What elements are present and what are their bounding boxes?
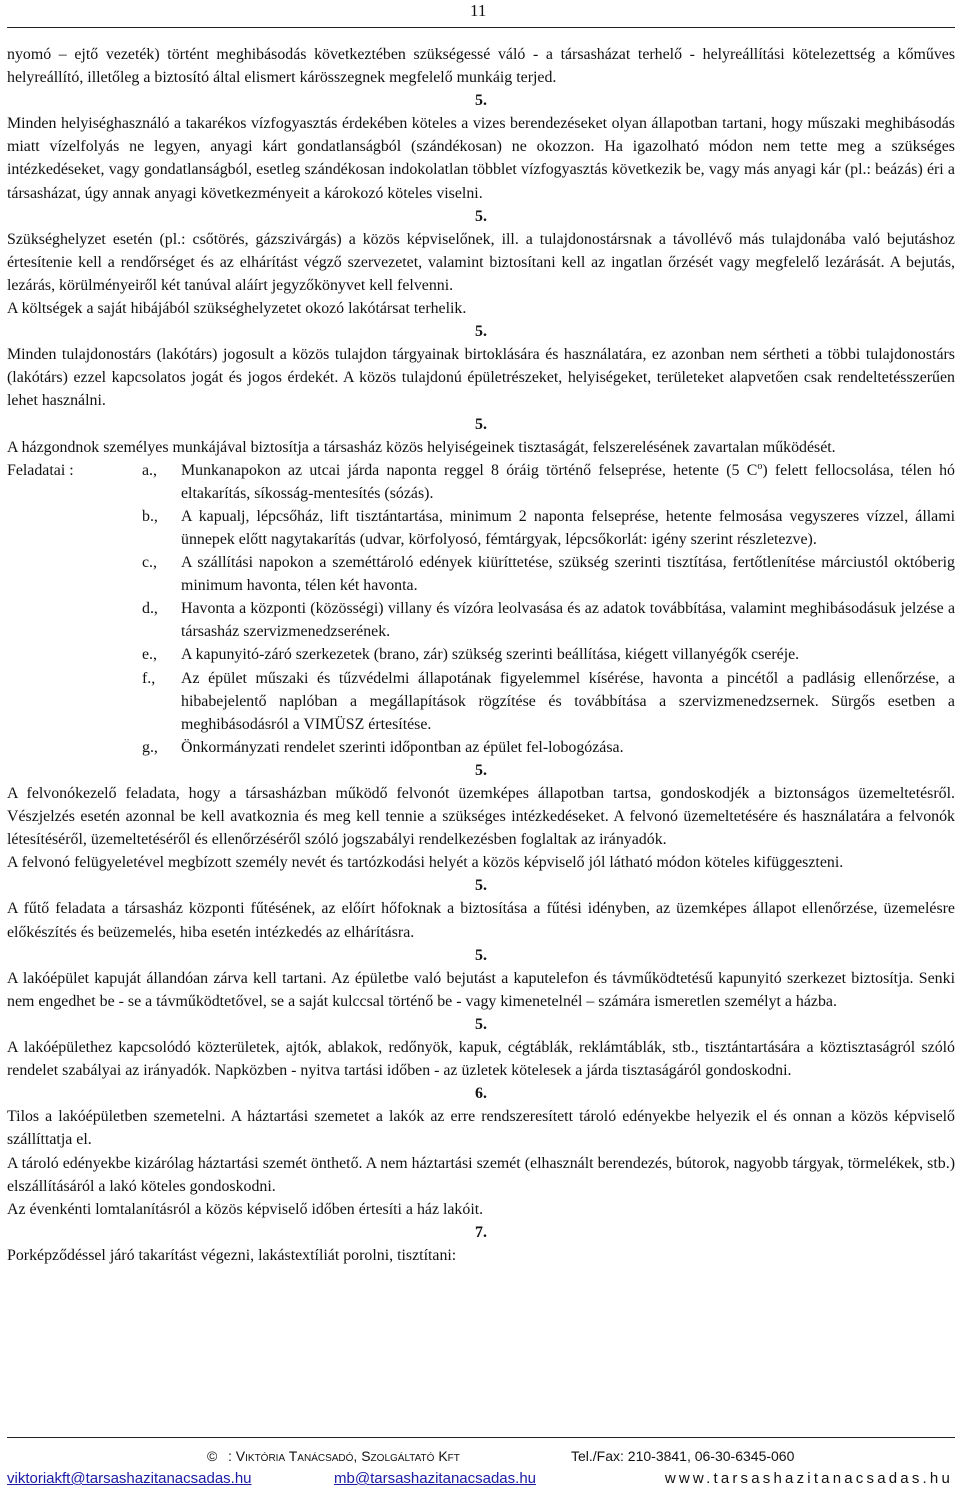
duty-letter: a., — [142, 461, 157, 479]
duty-letter: d., — [142, 600, 158, 618]
section-number: 5. — [475, 323, 487, 341]
duty-text-main: Önkormányzati rendelet szerinti időpontban az épület fel-lobogózása. — [181, 738, 624, 756]
duty-text — [181, 667, 955, 736]
section-number: 5. — [475, 946, 487, 964]
duty-text-main: A kapunyitó-záró szerkezetek (brano, zár) szükség szerinti beállítása, kiégett villanyégők cseréje. — [181, 646, 800, 664]
phone-fax: Tel./Fax: 210-3841, 06-30-6345-060 — [571, 1448, 795, 1464]
duty-item — [142, 551, 955, 597]
paragraph: A tároló edényekbe kizárólag háztartási szemét önthető. A nem háztartási szemét (elhasznált berendezés, bútorok, nagyobb tárgyak, törmelékek, stb.) elszállításáról a lakó köteles gondoskodni. — [7, 1154, 955, 1195]
duty-text — [181, 505, 955, 551]
copyright-icon: © — [207, 1448, 218, 1464]
duty-letter: f., — [142, 669, 156, 687]
section-number: 5. — [475, 1015, 487, 1033]
duty-item — [142, 505, 955, 551]
section-number: 5. — [475, 761, 487, 779]
company-name: : Viktória Tanácsadó, Szolgáltató Kft — [228, 1448, 460, 1464]
footer-rule — [7, 1437, 955, 1438]
duty-letter: c., — [142, 554, 157, 572]
document-body — [7, 43, 955, 1267]
paragraph: A lakóépülethez kapcsolódó közterületek, ajtók, ablakok, redőnyök, kapuk, cégtáblák, reklámtáblák, stb., tisztántartására a köztisztaságról szóló rendelet szabályai az irányadók. Napközben - nyitva tartási időben - az üzletek kötelesek a járda tisztaságáról gondoskodni. — [7, 1039, 955, 1080]
paragraph: A lakóépület kapuját állandóan zárva kell tartani. Az épületbe való bejutást a kaputelefon és távműködtetésű kapunyitó szerkezet biztosítja. Senki nem engedhet be - se a távműködtetővel, se a saját kulccsal történő be - vagy kimenetelnél – számára ismeretlen személyt a házba. — [7, 969, 955, 1010]
duty-text-main: Az épület műszaki és tűzvédelmi állapotának figyelemmel kísérése, havonta a pincétől a padlásig ellenőrzése, a hibabejelentő naplóban a megállapítások rögzítése és továbbítása a szervizmenedzsernek. Sürgős esetben a meghibásodásról a VIMÜSZ értesítése. — [181, 669, 955, 733]
duty-text — [181, 643, 955, 666]
paragraph: A költségek a saját hibájából szükséghelyzetet okozó lakótársat terhelik. — [7, 300, 467, 318]
paragraph: Tilos a lakóépületben szemetelni. A háztartási szemetet a lakók az erre rendszeresített tároló edényekbe helyezik el és onnan a közös képviselő szállíttatja el. — [7, 1108, 955, 1149]
duty-text-cont: ) felett fellocsolása, télen hó eltakarítás, síkosság-mentesítés (sózás). — [181, 461, 955, 502]
section-number: 7. — [475, 1223, 487, 1241]
duty-text — [181, 597, 955, 643]
duties-block — [7, 459, 955, 759]
paragraph: Az évenkénti lomtalanításról a közös képviselő időben értesíti a ház lakóit. — [7, 1200, 484, 1218]
paragraph: A fűtő feladata a társasház központi fűtésének, az előírt hőfoknak a biztosítása a fűtési idényben, az üzemképes állapot ellenőrzése, üzemelésre előkészítés és beüzemelés, hiba esetén intézkedés az elhárításra. — [7, 900, 955, 941]
degree-superscript: o — [757, 460, 763, 472]
duty-item — [142, 643, 955, 666]
email-link-mb[interactable]: mb@tarsashazitanacsadas.hu — [334, 1470, 537, 1487]
duties-label: Feladatai : — [7, 461, 74, 479]
section-number: 5. — [475, 207, 487, 225]
email-link-viktoriakft[interactable]: viktoriakft@tarsashazitanacsadas.hu — [7, 1470, 252, 1487]
duty-text-main: A kapualj, lépcsőház, lift tisztántartása, minimum 2 naponta felseprése, hetente felmosása vegyszeres vízzel, állami ünnepek előtt nagytakarítás (udvar, körfolyosó, fémtárgyak, lépcsőkorlát: igény szerint részletezve). — [181, 507, 955, 548]
footer-links-line — [0, 1468, 960, 1489]
duty-text-main: A szállítási napokon a szeméttároló edények kiüríttetése, szükség szerinti tisztítása, fertőtlenítése márciustól októberig minimum havonta, télen két havonta. — [181, 554, 955, 595]
header-rule — [7, 27, 955, 28]
duty-text — [181, 459, 955, 505]
paragraph: Szükséghelyzet esetén (pl.: csőtörés, gázszivárgás) a közös képviselőnek, ill. a tulajdonostársnak a távollévő más tulajdonába való bejutáshoz értesítenie kell a rendőrséget és az elhárítást végző szervezetet, valamint biztosítani kell az ingatlan őrzését vagy megfelelő lezárását. A bejutás, lezárás, körülményeiről két tanúval aláírt jegyzőkönyvet kell felvenni. — [7, 230, 955, 294]
duty-item — [142, 667, 955, 736]
duty-letter: e., — [142, 646, 157, 664]
duty-text — [181, 551, 955, 597]
footer-contact-line — [0, 1446, 960, 1466]
section-number: 6. — [475, 1085, 487, 1103]
duty-text-main: Munkanapokon az utcai járda naponta reggel 8 óráig történő felseprése, hetente (5 C — [181, 461, 758, 479]
paragraph: nyomó – ejtő vezeték) történt meghibásodás következtében szükségessé váló - a társasházat terhelő - helyreállítási kötelezettség a kőműves helyreállító, illetőleg a biztosító által elismert kárösszegnek megfelelő munkáig terjed. — [7, 46, 955, 87]
duty-letter: b., — [142, 507, 158, 525]
duties-list — [142, 459, 955, 759]
section-number: 5. — [475, 415, 487, 433]
section-number: 5. — [475, 877, 487, 895]
paragraph: Minden tulajdonostárs (lakótárs) jogosult a közös tulajdon tárgyainak birtoklására és használatára, ez azonban nem sértheti a többi tulajdonostárs (lakótárs) ezzel kapcsolatos jogát és jogos érdekét. A közös tulajdonú épületrészeket, helyiségeket, területeket alapvetően csak rendeltetésszerűen lehet használni. — [7, 346, 955, 410]
duty-text-main: Havonta a központi (közösségi) villany és vízóra leolvasása és az adatok továbbítása, valamint meghibásodásuk jelzése a társasház szervizmenedzserének. — [181, 600, 955, 641]
duty-text — [181, 736, 955, 759]
paragraph: A házgondnok személyes munkájával biztosítja a társasház közös helyiségeinek tisztaságát, felszerelésének zavartalan működését. — [7, 438, 836, 456]
paragraph: A felvonókezelő feladata, hogy a társasházban működő felvonót üzemképes állapotban tartsa, gondoskodjék a biztonságos üzemeltetésről. Vészjelzés esetén azonnal be kell avatkoznia és meg kell tennie a szükséges intézkedéseket. A felvonó üzemeltetésére és használatára a felvonók létesítéséről, üzemeltetéséről és ellenőrzéséről szóló jogszabályi rendelkezésben foglaltak az irányadók. — [7, 785, 955, 849]
page-number: 11 — [470, 1, 487, 20]
section-number: 5. — [475, 92, 487, 110]
paragraph: Porképződéssel járó takarítást végezni, lakástextíliát porolni, tisztítani: — [7, 1246, 457, 1264]
duty-item — [142, 459, 955, 505]
paragraph: Minden helyiséghasználó a takarékos vízfogyasztás érdekében köteles a vizes berendezéseket olyan állapotban tartani, hogy műszaki meghibásodás miatt vízelfolyás ne legyen, anyagi kárt gondatlanságból (szándékosan) ne okozzon. Ha igazolható módon nem tette meg a szükséges intézkedéseket, vagy gondatlanságból, esetleg szándékosan indokolatlan többlet vízfogyasztás következik be, vagy más anyagi kár (pl.: beázás) éri a társasházat, úgy annak anyagi következményeit a károkozó köteles viselni. — [7, 115, 955, 202]
duty-item — [142, 736, 955, 759]
section-group-2 — [7, 759, 955, 1267]
paragraph: A felvonó felügyeletével megbízott személy nevét és tartózkodási helyét a közös képviselő jól látható módon köteles kifüggeszteni. — [7, 854, 844, 872]
duty-letter: g., — [142, 738, 158, 756]
section-group-1 — [7, 43, 955, 459]
duty-item — [142, 597, 955, 643]
website-url: www.tarsashazitanacsadas.hu — [664, 1470, 953, 1487]
